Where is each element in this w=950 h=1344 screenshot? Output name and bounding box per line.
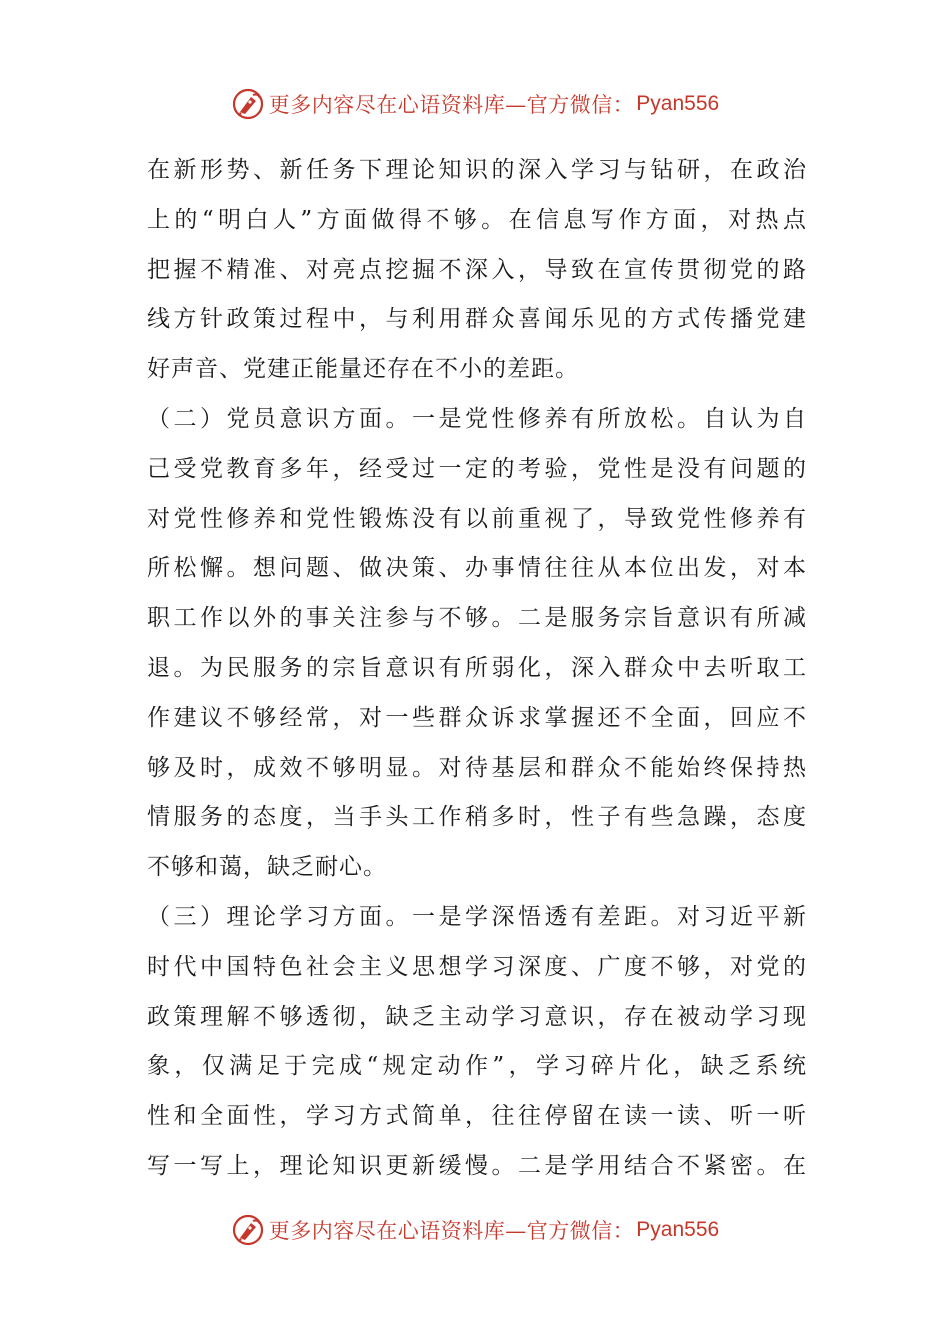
header-banner [0, 84, 950, 124]
text-line: （二）党员意识方面。一是党性修养有所放松。自认为自 [147, 405, 807, 432]
footer-banner-text: 更多内容尽在心语资料库—官方微信： [268, 1219, 635, 1243]
pen-nib-logo-icon [231, 87, 265, 121]
text-line: 不够和蔼，缺乏耐心。 [147, 854, 387, 881]
body-text [147, 146, 807, 1192]
header-banner-text: 更多内容尽在心语资料库—官方微信： [268, 93, 635, 117]
text-line: 象，仅满足于完成“规定动作”，学习碎片化，缺乏系统 [147, 1053, 807, 1080]
text-line: 线方针政策过程中，与利用群众喜闻乐见的方式传播党建 [147, 306, 807, 333]
text-line: 时代中国特色社会主义思想学习深度、广度不够，对党的 [147, 953, 807, 980]
text-line: 所松懈。想问题、做决策、办事情往往从本位出发，对本 [147, 555, 807, 582]
pen-nib-logo-icon [231, 1213, 265, 1247]
text-line: 职工作以外的事关注参与不够。二是服务宗旨意识有所减 [147, 605, 807, 632]
text-line: 性和全面性，学习方式简单，往往停留在读一读、听一听 [147, 1103, 807, 1130]
text-line: 好声音、党建正能量还存在不小的差距。 [147, 356, 579, 383]
text-line: 把握不精准、对亮点挖掘不深入，导致在宣传贯彻党的路 [147, 256, 807, 283]
text-line: 够及时，成效不够明显。对待基层和群众不能始终保持热 [147, 754, 807, 781]
text-line: 在新形势、新任务下理论知识的深入学习与钻研，在政治 [147, 157, 807, 183]
text-line: 上的“明白人”方面做得不够。在信息写作方面，对热点 [147, 206, 807, 233]
header-wechat-handle: Pyan556 [636, 92, 720, 115]
footer-wechat-handle: Pyan556 [636, 1218, 720, 1241]
text-line: 己受党教育多年，经受过一定的考验，党性是没有问题的 [147, 455, 807, 482]
text-line: （三）理论学习方面。一是学深悟透有差距。对习近平新 [147, 903, 807, 930]
footer-banner [0, 1210, 950, 1250]
text-line: 作建议不够经常，对一些群众诉求掌握还不全面，回应不 [147, 704, 807, 731]
text-line: 政策理解不够透彻，缺乏主动学习意识，存在被动学习现 [147, 1003, 807, 1030]
text-line: 退。为民服务的宗旨意识有所弱化，深入群众中去听取工 [147, 654, 807, 681]
text-line: 对党性修养和党性锻炼没有以前重视了，导致党性修养有 [147, 505, 807, 532]
text-line: 写一写上，理论知识更新缓慢。二是学用结合不紧密。在 [147, 1152, 807, 1179]
text-line: 情服务的态度，当手头工作稍多时，性子有些急躁，态度 [147, 804, 807, 831]
